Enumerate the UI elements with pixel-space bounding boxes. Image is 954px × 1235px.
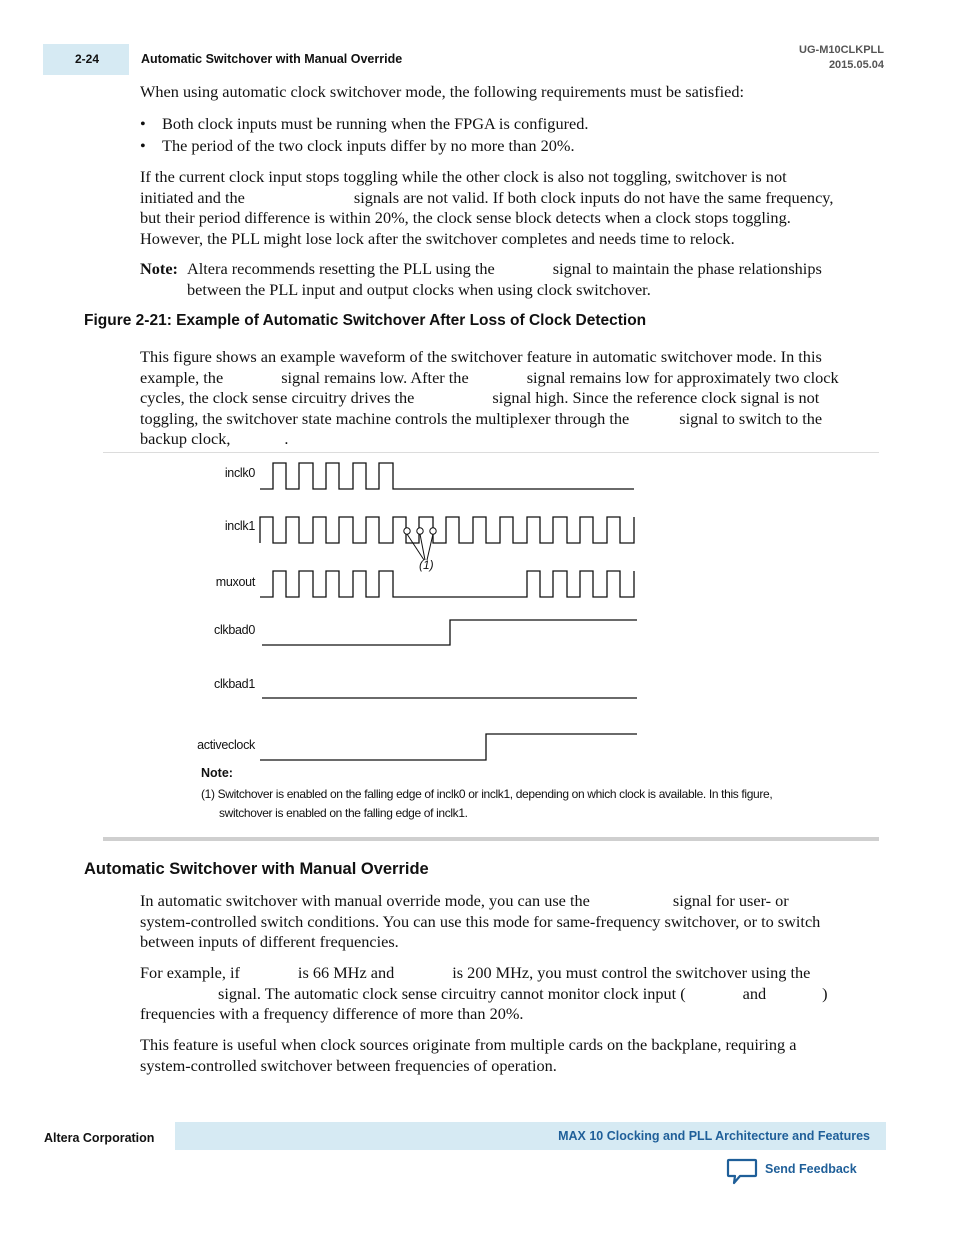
- document-id: UG-M10CLKPLL: [799, 44, 884, 56]
- switchover-callout-markers: [404, 528, 436, 560]
- running-header-title: Automatic Switchover with Manual Override: [141, 52, 403, 66]
- clock-stop-paragraph: If the current clock input stops toggling while the other clock is also not toggling, switchover is not initiated and the signals are not valid. If both clock inputs do not have the same frequency, but their period difference is within 20%, the clock sense block detects when a clock stops toggling. However, the PLL might lose lock after the switchover completes and needs time to relock.: [140, 167, 834, 248]
- figure-description: This figure shows an example waveform of the switchover feature in automatic switchover mode. In this example, the signal remains low. After the signal remains low for approximately two clock cycles, the clock sense circuitry drives the signal high. Since the reference clock signal is not toggling, the switchover state machine controls the multiplexer through the signal to switch to the backup clock, .: [140, 347, 839, 449]
- waveform-inclk0: [260, 463, 634, 489]
- page-number: 2-24: [75, 52, 100, 66]
- waveform-activeclock: [260, 734, 637, 760]
- figure-note-line-1: (1) Switchover is enabled on the falling edge of inclk0 or inclk1, depending on which clock is available. In this figure,: [201, 787, 773, 801]
- intro-paragraph: When using automatic clock switchover mode, the following requirements must be satisfied:: [140, 82, 745, 101]
- footer-company: Altera Corporation: [44, 1131, 155, 1145]
- manual-override-paragraph: In automatic switchover with manual override mode, you can use the signal for user- or system-controlled switch conditions. You can use this mode for same-frequency switchover, or to switch between inputs of different frequencies.: [140, 891, 821, 952]
- figure-title: Figure 2-21: Example of Automatic Switchover After Loss of Clock Detection: [84, 312, 647, 329]
- note-text: Altera recommends resetting the PLL using the signal to maintain the phase relationships between the PLL input and output clocks when using clock switchover.: [187, 259, 822, 299]
- figure-note-line-2: switchover is enabled on the falling edge of inclk1.: [219, 806, 468, 820]
- note-label: Note:: [140, 259, 178, 278]
- footer-doc-title[interactable]: MAX 10 Clocking and PLL Architecture and Features: [558, 1129, 870, 1143]
- signal-label-clkbad0: clkbad0: [214, 623, 255, 637]
- example-paragraph: For example, if is 66 MHz and is 200 MHz, you must control the switchover using the signal. The automatic clock sense circuitry cannot monitor clock input ( and ) frequencies with a frequency difference of more than 20%.: [140, 963, 828, 1024]
- signal-label-activeclock: activeclock: [197, 738, 255, 752]
- figure-note-label: Note:: [201, 766, 233, 780]
- backplane-paragraph: This feature is useful when clock sources originate from multiple cards on the backplane, requiring a system-controlled switchover between frequencies of operation.: [140, 1035, 797, 1075]
- feedback-icon[interactable]: [726, 1158, 758, 1186]
- document-date: 2015.05.04: [828, 59, 884, 71]
- section-heading: Automatic Switchover with Manual Override: [84, 860, 429, 878]
- signal-label-clkbad1: clkbad1: [214, 677, 255, 691]
- bullet-text: The period of the two clock inputs differ by no more than 20%.: [162, 136, 575, 155]
- bullet-text: Both clock inputs must be running when the FPGA is configured.: [162, 114, 589, 133]
- send-feedback-link[interactable]: Send Feedback: [765, 1162, 857, 1176]
- callout-label: (1): [419, 558, 434, 572]
- signal-label-inclk1: inclk1: [224, 519, 255, 533]
- waveform-muxout: [260, 571, 634, 597]
- waveform-clkbad0: [262, 620, 637, 645]
- signal-label-inclk0: inclk0: [224, 466, 255, 480]
- signal-label-muxout: muxout: [215, 575, 255, 589]
- figure-bottom-rule: [103, 837, 879, 841]
- waveform-inclk1: [260, 517, 634, 543]
